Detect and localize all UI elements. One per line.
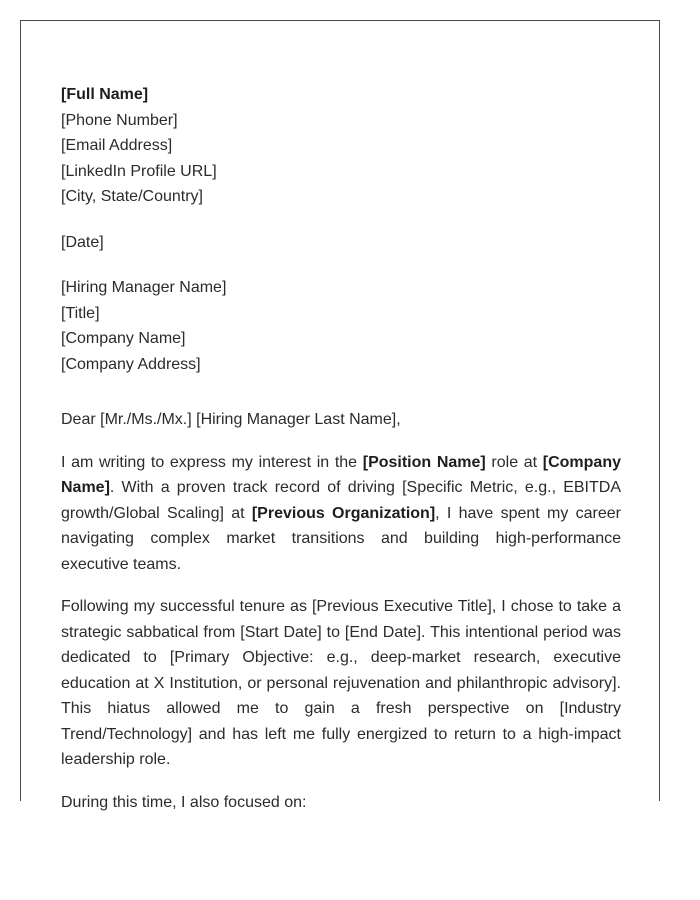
letter-page — [20, 20, 660, 811]
para1-text-1: I am writing to express my interest in the — [61, 453, 363, 471]
salutation: Dear [Mr./Ms./Mx.] [Hiring Manager Last Name], — [61, 411, 401, 428]
sender-full-name: [Full Name] — [61, 86, 149, 103]
sender-block — [61, 82, 621, 210]
position-name: [Position Name] — [362, 453, 486, 471]
sender-phone: [Phone Number] — [61, 111, 178, 129]
paragraph-sabbatical: Following my successful tenure as [Previous Executive Title], I chose to take a strategic sabbatical from [Start Date] to [End Date]. This intentional period was dedicated to [Primary Objective: e.g., deep-market research, executive education at X Institution, or personal rejuvenation and philanthropic advisory]. This hiatus allowed me to gain a fresh perspective on [Industry Trend/Technology] and has left me fully energized to return to a high-impact leadership role. — [61, 598, 621, 768]
recipient-title: [Title] — [61, 304, 100, 322]
para1-text-3: . With a proven track record of driving [Specific Metric, e.g., EBITDA growth/Global Scaling] at — [61, 479, 621, 522]
previous-organization: [Previous Organization] — [251, 504, 436, 522]
letter-body — [61, 82, 621, 832]
sender-location: [City, State/Country] — [61, 188, 203, 205]
sender-linkedin: [LinkedIn Profile URL] — [61, 162, 217, 180]
sender-email: [Email Address] — [61, 137, 173, 154]
paragraph-intro — [61, 450, 621, 578]
recipient-block — [61, 275, 621, 377]
recipient-name: [Hiring Manager Name] — [61, 279, 227, 296]
paragraph-focus: During this time, I also focused on: — [61, 793, 307, 811]
para1-text-4: , I have spent my career navigating complex market transitions and building high-performance executive teams. — [61, 504, 621, 573]
para1-text-2: role at — [485, 453, 543, 471]
recipient-company: [Company Name] — [61, 330, 186, 347]
recipient-address: [Company Address] — [61, 355, 201, 373]
letter-date: [Date] — [61, 233, 104, 251]
company-name: [Company Name] — [61, 453, 621, 496]
